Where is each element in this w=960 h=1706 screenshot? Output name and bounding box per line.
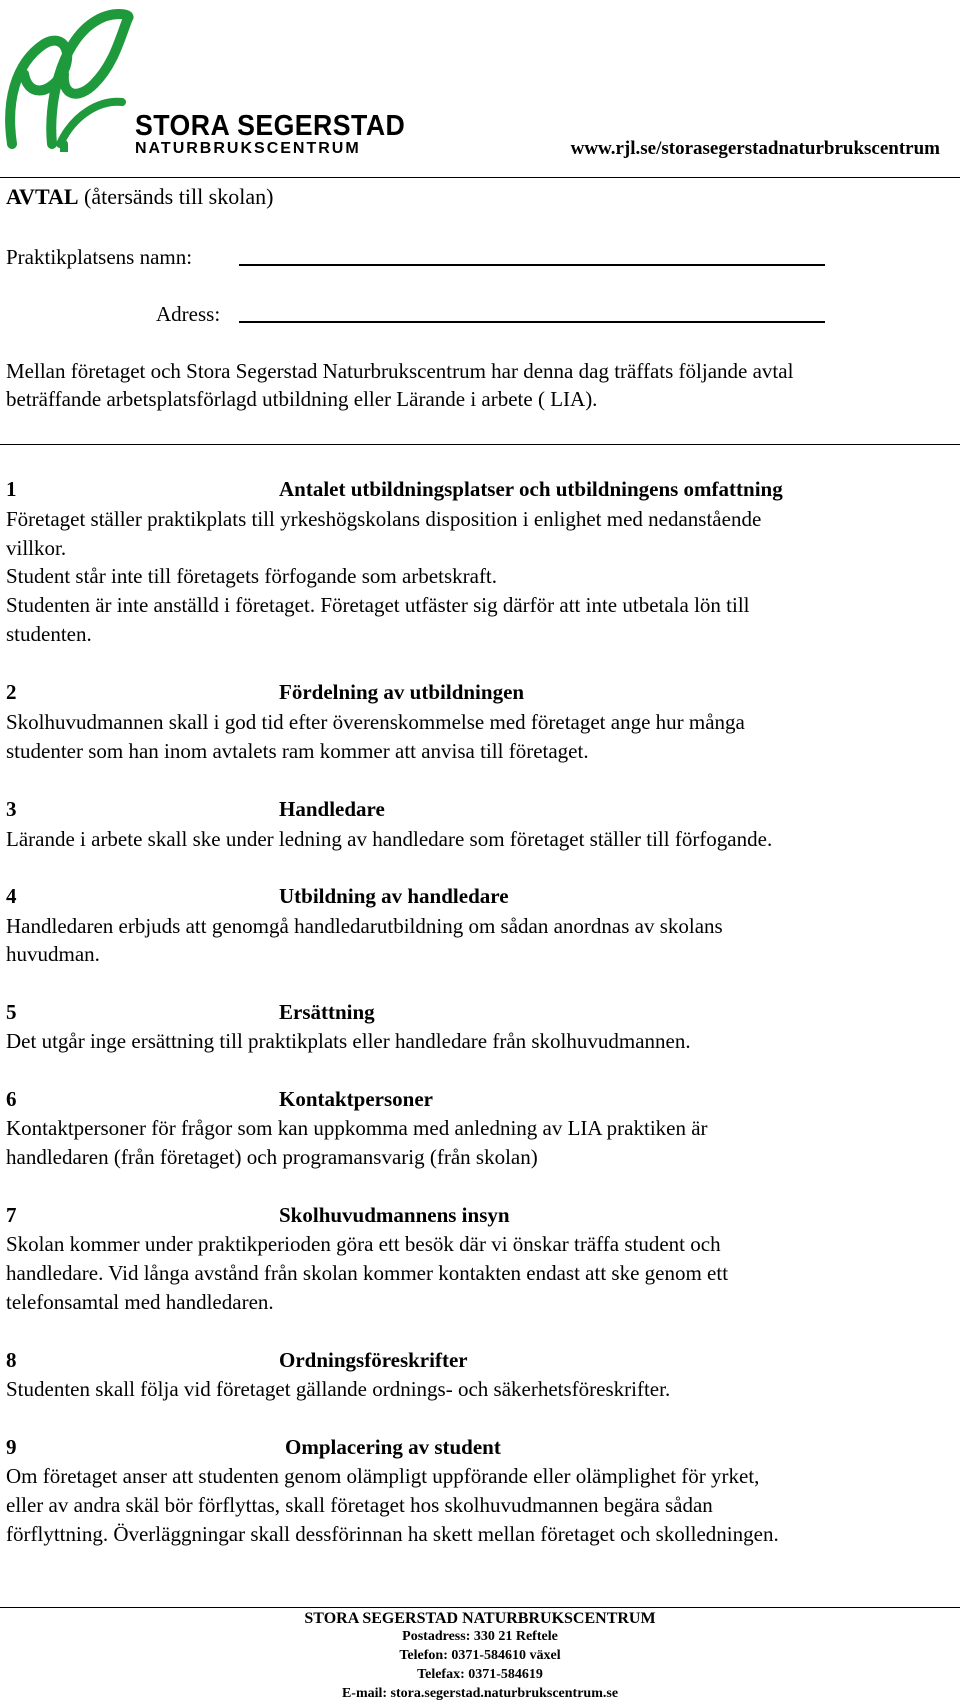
field-name-line[interactable] (239, 264, 825, 266)
section-number: 9 (6, 1435, 17, 1459)
section-title: Kontaktpersoner (279, 1087, 433, 1111)
intro-divider (0, 444, 960, 445)
section-text: Kontaktpersoner för frågor som kan uppkomma med anledning av LIA praktiken är (6, 1116, 708, 1140)
footer-fax: Telefax: 0371-584619 (417, 1667, 543, 1682)
leaf-logo-icon (4, 4, 134, 152)
section-number: 8 (6, 1348, 17, 1372)
section-text: Skolhuvudmannen skall i god tid efter överenskommelse med företaget ange hur många (6, 710, 745, 734)
section-text: villkor. (6, 536, 67, 560)
section-number: 5 (6, 1000, 17, 1024)
field-address-label: Adress: (156, 302, 221, 326)
section-text: telefonsamtal med handledaren. (6, 1290, 274, 1314)
section-title: Fördelning av utbildningen (279, 680, 525, 704)
section-text: Företaget ställer praktikplats till yrkeshögskolans disposition i enlighet med nedanstående (6, 507, 762, 531)
section-text: Studenten skall följa vid företaget gällande ordnings- och säkerhetsföreskrifter. (6, 1377, 671, 1401)
section-title: Utbildning av handledare (279, 884, 509, 908)
form-title-bold: AVTAL (6, 184, 79, 209)
footer-postal: Postadress: 330 21 Reftele (402, 1629, 558, 1644)
section-title: Omplacering av student (285, 1435, 501, 1459)
field-address-line[interactable] (239, 321, 825, 323)
section-text: eller av andra skäl bör förflyttas, skall företaget hos skolhuvudmannen begära sådan (6, 1493, 713, 1517)
section-text: Handledaren erbjuds att genomgå handledarutbildning om sådan anordnas av skolans (6, 914, 723, 938)
section-text: Om företaget anser att studenten genom olämpligt uppförande eller olämplighet för yrket, (6, 1464, 760, 1488)
section-number: 6 (6, 1087, 17, 1111)
intro-line-2: beträffande arbetsplatsförlagd utbildning eller Lärande i arbete ( LIA). (6, 387, 598, 411)
section-text: Student står inte till företagets förfogande som arbetskraft. (6, 564, 498, 588)
section-text: huvudman. (6, 942, 100, 966)
section-text: Skolan kommer under praktikperioden göra ett besök där vi önskar träffa student och (6, 1232, 721, 1256)
section-text: studenter som han inom avtalets ram kommer att anvisa till företaget. (6, 739, 589, 763)
section-text: handledare. Vid långa avstånd från skolan kommer kontakten endast att ske genom ett (6, 1261, 729, 1285)
footer-org-name: STORA SEGERSTAD NATURBRUKSCENTRUM (304, 1610, 656, 1627)
footer-divider (0, 1607, 960, 1608)
org-name: STORA SEGERSTAD (135, 110, 406, 142)
footer-phone: Telefon: 0371-584610 växel (399, 1648, 561, 1663)
footer-email: E-mail: stora.segerstad.naturbrukscentrum.se (341, 1686, 619, 1701)
website-link[interactable]: www.rjl.se/storasegerstadnaturbrukscentrum (570, 138, 940, 159)
section-text: handledaren (från företaget) och programansvarig (från skolan) (6, 1145, 538, 1169)
section-text: studenten. (6, 622, 92, 646)
section-text: Studenten är inte anställd i företaget. Företaget utfäster sig därför att inte utbetala lön till (6, 593, 750, 617)
section-number: 4 (6, 884, 17, 908)
form-title-rest: (återsänds till skolan) (78, 184, 274, 209)
section-title: Ersättning (279, 1000, 375, 1024)
section-title: Skolhuvudmannens insyn (279, 1203, 510, 1227)
section-text: Det utgår inge ersättning till praktikplats eller handledare från skolhuvudmannen. (6, 1029, 691, 1053)
section-title: Ordningsföreskrifter (279, 1348, 468, 1372)
org-subtitle: NATURBRUKSCENTRUM (135, 140, 361, 157)
section-text: Lärande i arbete skall ske under ledning av handledare som företaget ställer till förfogande. (6, 827, 773, 851)
form-title (6, 183, 273, 212)
field-name-label: Praktikplatsens namn: (6, 245, 193, 269)
section-number: 7 (6, 1203, 17, 1227)
section-title: Handledare (279, 797, 385, 821)
intro-line-1: Mellan företaget och Stora Segerstad Naturbrukscentrum har denna dag träffats följande avtal (6, 359, 794, 383)
header-divider (0, 177, 960, 178)
section-number: 3 (6, 797, 17, 821)
section-title: Antalet utbildningsplatser och utbildningens omfattning (279, 477, 783, 501)
section-number: 1 (6, 477, 17, 501)
section-number: 2 (6, 680, 17, 704)
section-text: förflyttning. Överläggningar skall dessförinnan ha skett mellan företaget och skolledningen. (6, 1522, 779, 1546)
